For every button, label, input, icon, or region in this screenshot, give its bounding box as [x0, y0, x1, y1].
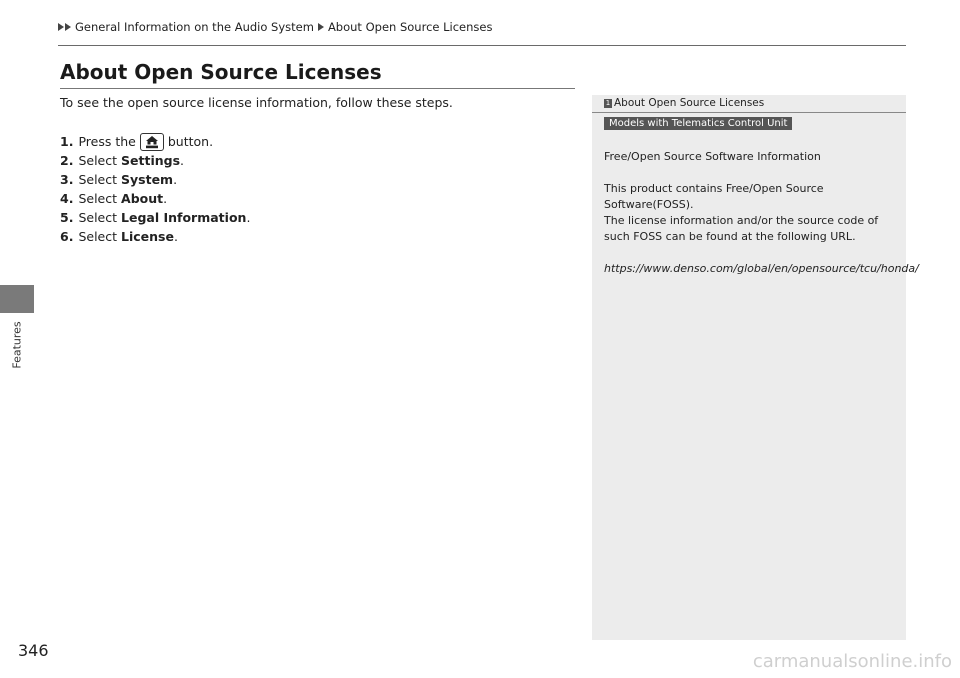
- intro-text: To see the open source license information, follow these steps.: [60, 95, 453, 110]
- step-end: .: [173, 229, 178, 244]
- header-divider: [58, 45, 906, 46]
- step-text: Press the: [78, 134, 136, 149]
- home-icon: [140, 133, 164, 151]
- step-number: 3.: [60, 172, 74, 187]
- step-item: [60, 151, 250, 170]
- step-text: Select: [78, 153, 118, 168]
- license-url-link[interactable]: https://www.denso.com/global/en/opensource/tcu/honda/: [604, 262, 919, 275]
- section-label: Features: [10, 321, 24, 369]
- step-item: [60, 227, 250, 246]
- section-tab: [0, 285, 34, 313]
- sidebar-title-text: About Open Source Licenses: [614, 97, 765, 109]
- breadcrumb-page[interactable]: About Open Source Licenses: [327, 20, 493, 34]
- step-item: [60, 170, 250, 189]
- breadcrumb-arrow-icon: [65, 23, 71, 31]
- step-text: Select: [78, 229, 118, 244]
- step-number: 1.: [60, 134, 74, 149]
- step-item: [60, 132, 250, 151]
- step-end: .: [180, 153, 185, 168]
- step-keyword: About: [121, 191, 164, 206]
- reference-marker-icon: 1: [605, 99, 611, 107]
- sidebar-paragraph: This product contains Free/Open Source Software(FOSS).: [604, 182, 824, 211]
- step-end: .: [163, 191, 168, 206]
- sidebar-heading: Free/Open Source Software Information: [604, 150, 821, 163]
- step-item: [60, 208, 250, 227]
- title-divider: [60, 88, 575, 89]
- step-keyword: License: [121, 229, 174, 244]
- breadcrumb-separator-icon: [318, 23, 324, 31]
- sidebar-divider: [592, 112, 906, 113]
- page-number: 346: [18, 641, 49, 660]
- step-keyword: Settings: [121, 153, 181, 168]
- notes-sidebar: [592, 95, 919, 640]
- step-text: Select: [78, 172, 118, 187]
- step-number: 6.: [60, 229, 74, 244]
- page-title: About Open Source Licenses: [60, 60, 382, 84]
- step-number: 4.: [60, 191, 74, 206]
- breadcrumb-arrow-icon: [58, 23, 64, 31]
- step-text: Select: [78, 210, 118, 225]
- watermark: carmanualsonline.info: [752, 651, 952, 672]
- step-number: 5.: [60, 210, 74, 225]
- steps-list: [60, 132, 250, 246]
- step-text: button.: [167, 134, 214, 149]
- breadcrumb-section[interactable]: General Information on the Audio System: [75, 20, 314, 34]
- sidebar-body: [604, 149, 919, 277]
- sidebar-title: [604, 97, 764, 109]
- step-number: 2.: [60, 153, 74, 168]
- step-item: [60, 189, 250, 208]
- step-keyword: System: [121, 172, 174, 187]
- breadcrumb: [58, 20, 492, 34]
- step-end: .: [246, 210, 251, 225]
- step-end: .: [173, 172, 178, 187]
- model-badge: Models with Telematics Control Unit: [604, 117, 792, 130]
- step-keyword: Legal Information: [121, 210, 247, 225]
- sidebar-paragraph: The license information and/or the source code of such FOSS can be found at the following URL.: [604, 214, 879, 243]
- step-text: Select: [78, 191, 118, 206]
